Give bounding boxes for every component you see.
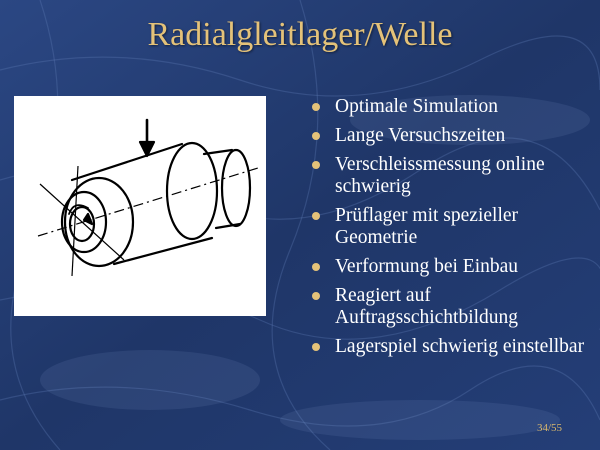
bearing-shaft-drawing-icon bbox=[14, 96, 266, 316]
slide-title: Radialgleitlager/Welle bbox=[147, 16, 453, 53]
bullet-text: Reagiert auf Auftragsschichtbildung bbox=[335, 285, 519, 328]
bullet-marker-icon bbox=[312, 161, 320, 169]
bullet-item bbox=[312, 154, 592, 198]
bullet-text: Verformung bei Einbau bbox=[335, 256, 519, 277]
bullet-item bbox=[312, 96, 592, 118]
bullet-text: Lagerspiel schwierig einstellbar bbox=[335, 336, 585, 357]
bullet-item bbox=[312, 336, 592, 358]
page-number: 34/55 bbox=[536, 422, 562, 434]
bullet-text: Prüflager mit spezieller Geometrie bbox=[335, 205, 519, 248]
bullet-marker-icon bbox=[312, 212, 320, 220]
bullet-marker-icon bbox=[312, 132, 320, 140]
bullet-item bbox=[312, 256, 592, 278]
bullet-item bbox=[312, 285, 592, 329]
bullet-marker-icon bbox=[312, 292, 320, 300]
bullet-text: Verschleissmessung online schwierig bbox=[335, 154, 545, 197]
bullet-text: Lange Versuchszeiten bbox=[335, 125, 506, 146]
bearing-figure bbox=[14, 96, 266, 316]
bullet-marker-icon bbox=[312, 103, 320, 111]
bullet-marker-icon bbox=[312, 343, 320, 351]
bullet-marker-icon bbox=[312, 263, 320, 271]
bullet-item bbox=[312, 125, 592, 147]
bullet-item bbox=[312, 205, 592, 249]
bullet-list bbox=[312, 96, 592, 365]
bullet-text: Optimale Simulation bbox=[335, 96, 499, 117]
